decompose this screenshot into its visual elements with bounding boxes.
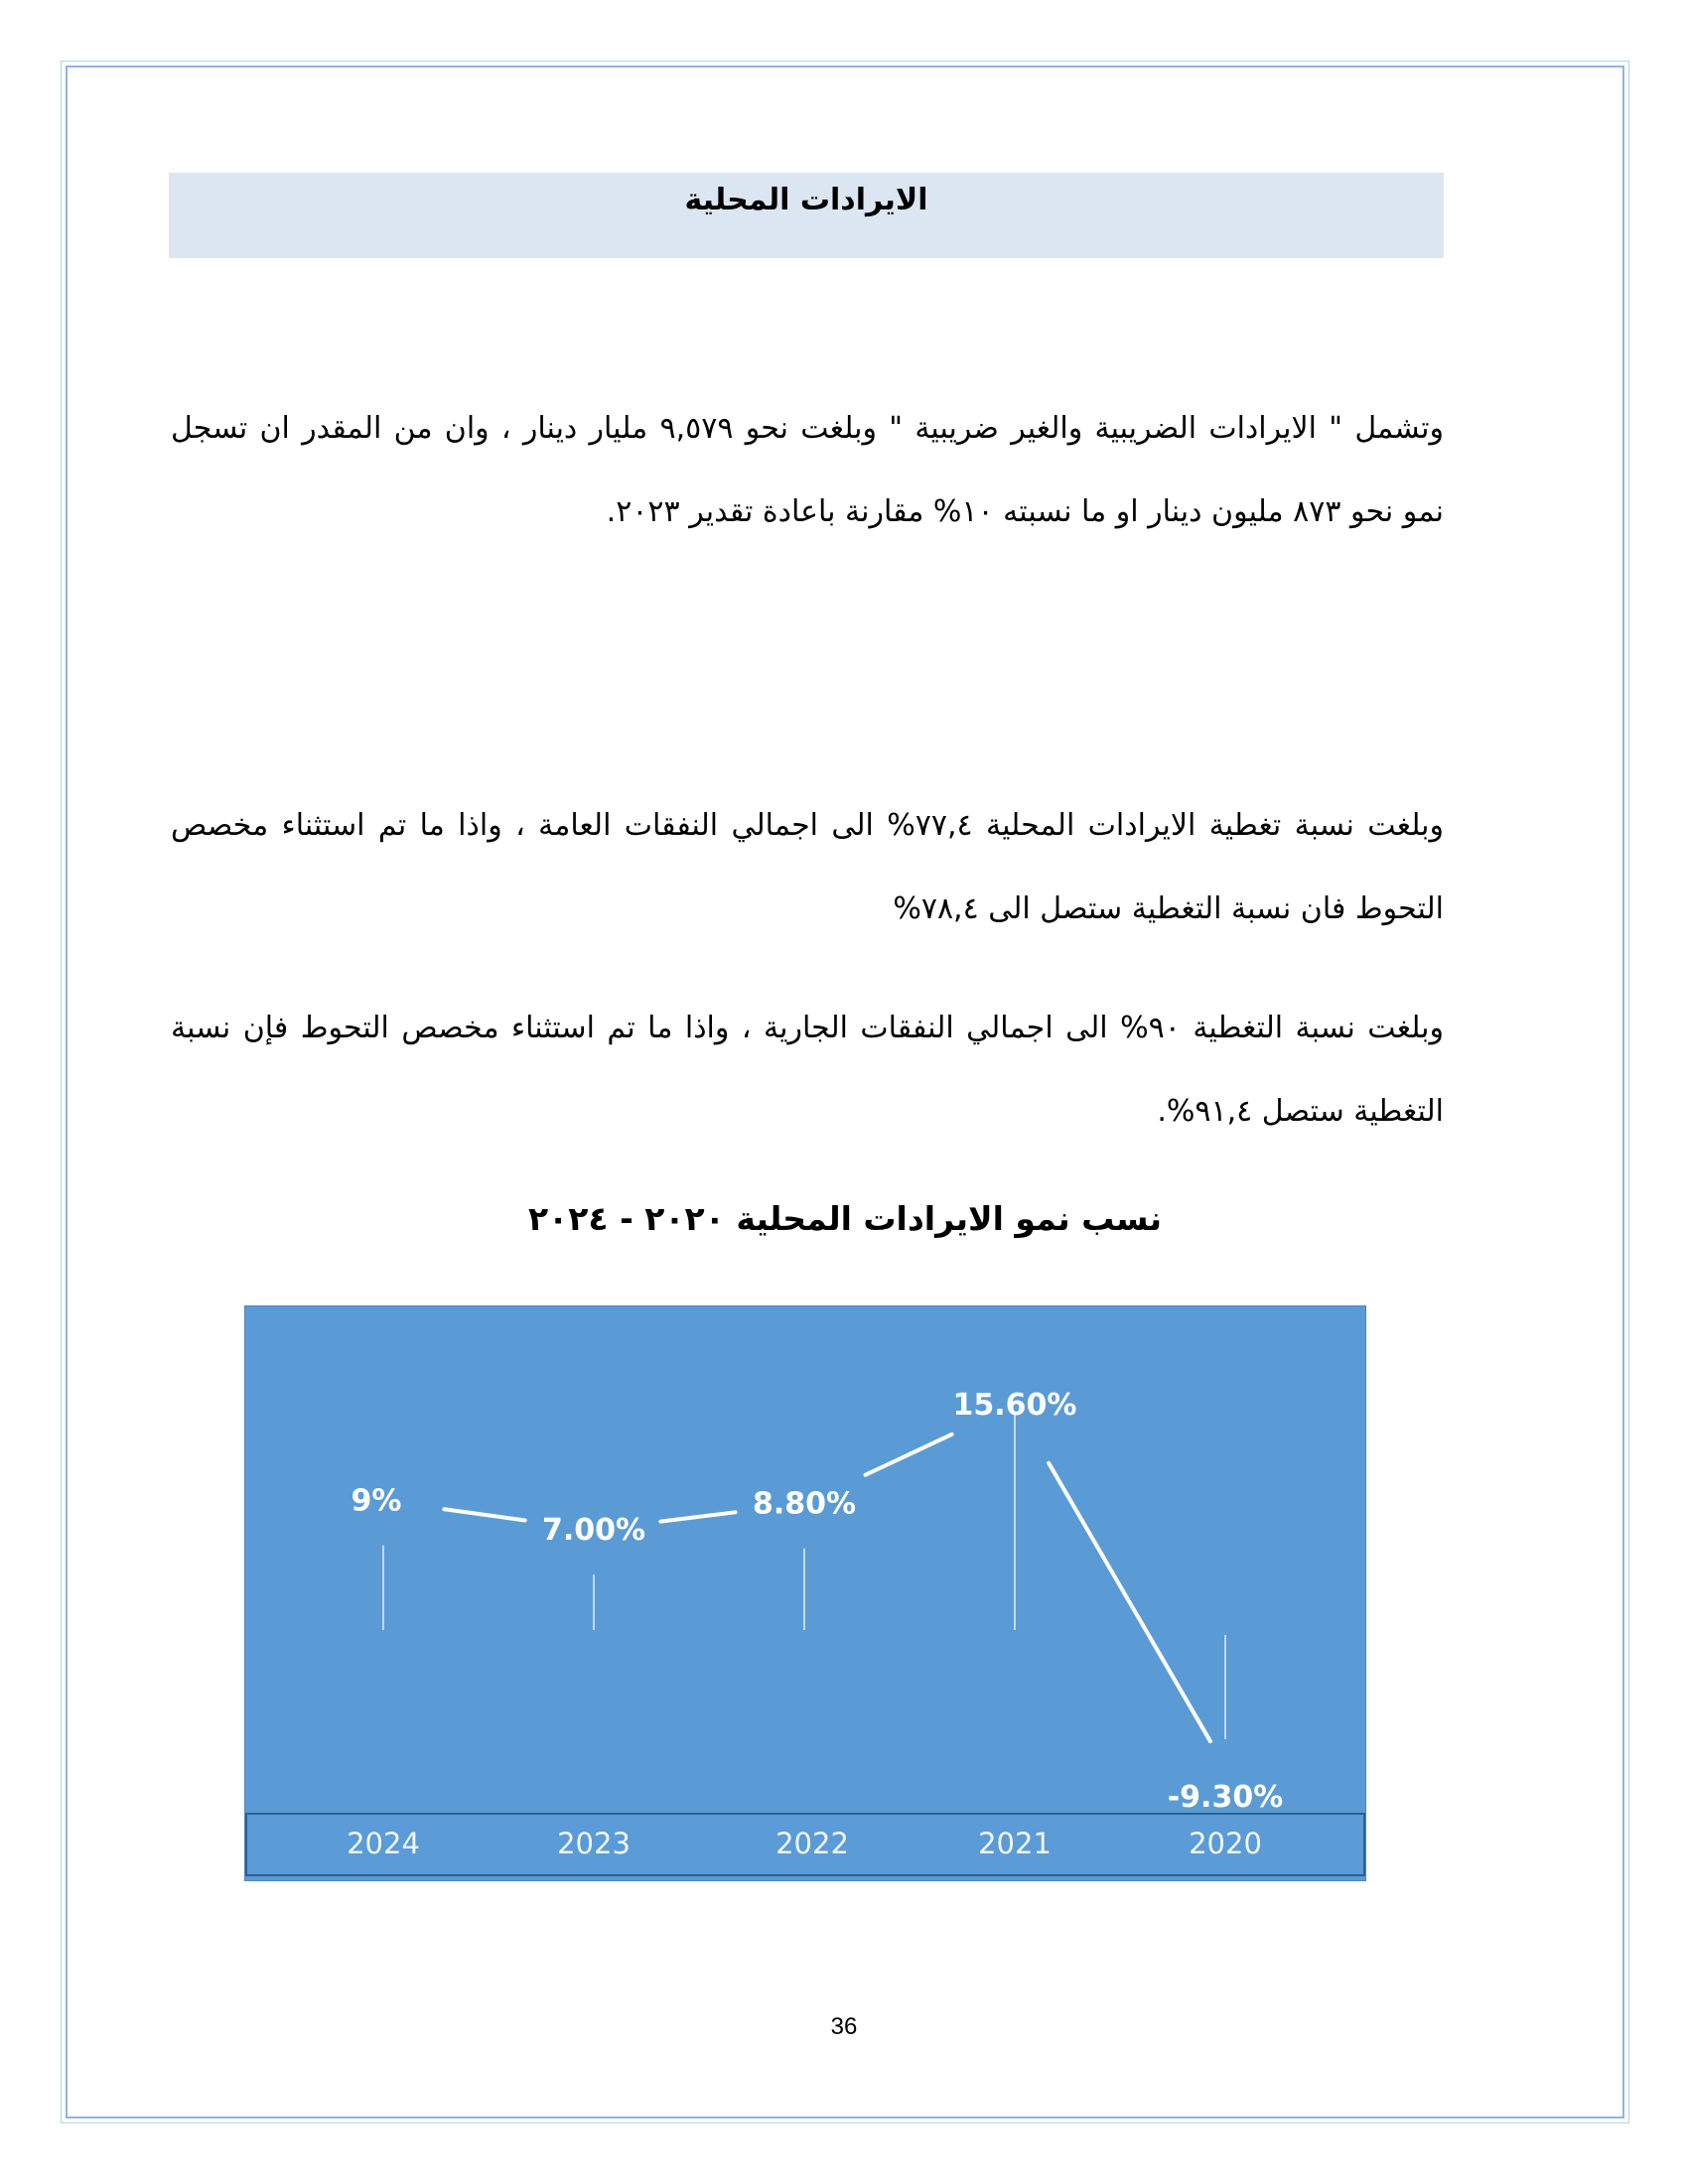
- data-label-2020: -9.30%: [1167, 1780, 1284, 1815]
- page-number: 36: [830, 2013, 858, 2040]
- data-label-2023: 7.00%: [541, 1513, 646, 1549]
- x-tick-label-2024: 2024: [347, 1827, 420, 1860]
- section-title: [169, 173, 1444, 258]
- x-tick-label-2021: 2021: [978, 1827, 1052, 1860]
- growth-chart-svg: [244, 1305, 1366, 1881]
- paragraph-coverage-current: وبلغت نسبة التغطية ٩٠% الى اجمالي النفقات الجارية ، واذا ما تم استثناء مخصص التحوط فإن نسبة التغطية ستصل ٩١,٤%.: [171, 1011, 1444, 1129]
- x-tick-label-2022: 2022: [775, 1827, 849, 1860]
- paragraph-revenue-summary: وتشمل " الايرادات الضريبية والغير ضريبية " وبلغت نحو ٩,٥٧٩ مليار دينار ، وان من المقدر ان تسجل نمو نحو ٨٧٣ مليون دينار او ما نسبته ١٠% مقارنة باعادة تقدير ٢٠٢٣.: [171, 411, 1444, 529]
- growth-chart: [244, 1305, 1366, 1881]
- data-label-2022: 8.80%: [752, 1486, 857, 1522]
- data-label-2024: 9%: [351, 1483, 402, 1519]
- x-tick-label-2020: 2020: [1189, 1827, 1262, 1860]
- paragraph-coverage-total: وبلغت نسبة تغطية الايرادات المحلية ٧٧,٤% الى اجمالي النفقات العامة ، واذا ما تم استثناء مخصص التحوط فان نسبة التغطية ستصل الى ٧٨,٤%: [171, 808, 1444, 926]
- chart-title: نسب نمو الايرادات المحلية ٢٠٢٠ - ٢٠٢٤: [528, 1199, 1162, 1238]
- x-tick-label-2023: 2023: [557, 1827, 631, 1860]
- section-title-text: الايرادات المحلية: [684, 183, 928, 217]
- data-label-2021: 15.60%: [952, 1388, 1077, 1423]
